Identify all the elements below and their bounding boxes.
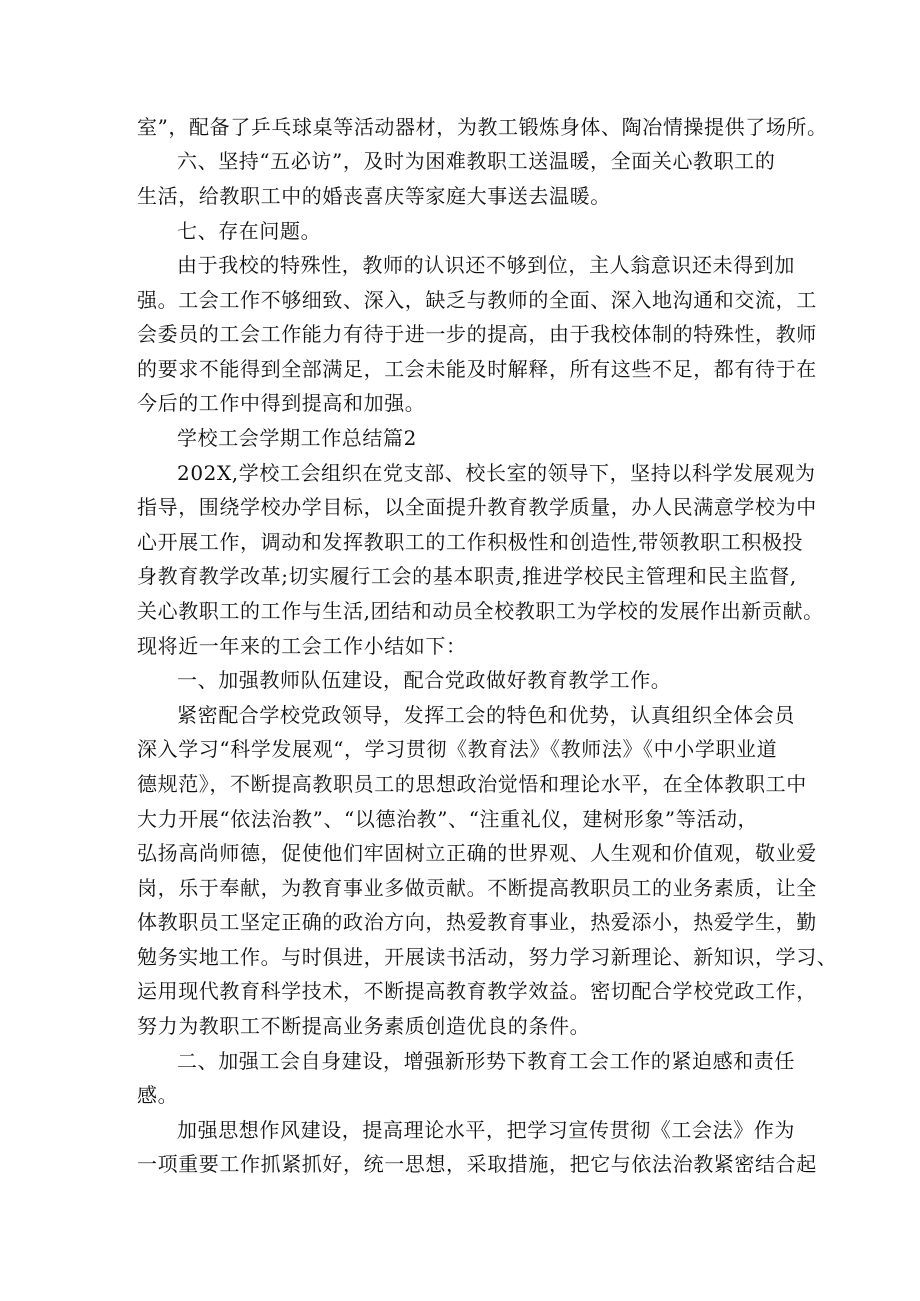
text-line: 努力为教职工不断提高业务素质创造优良的条件。: [137, 1014, 591, 1038]
text-line: 指导，围绕学校办学目标，以全面提升教育教学质量，办人民满意学校为中: [137, 495, 817, 519]
text-line: 会委员的工会工作能力有待于进一步的提高，由于我校体制的特殊性，教师: [137, 322, 817, 346]
text-line: 的要求不能得到全部满足，工会未能及时解释，所有这些不足，都有待于在: [137, 357, 817, 381]
text-line: 身教育教学改革;切实履行工会的基本职责,推进学校民主管理和民主监督,: [137, 564, 797, 588]
text-line: 由于我校的特殊性，教师的认识还不够到位，主人翁意识还未得到加: [177, 253, 795, 277]
text-line: 大力开展“依法治教”、“以德治教”、“注重礼仪，建树形象”等活动，: [137, 807, 759, 831]
text-line: 德规范》，不断提高教职员工的思想政治觉悟和理论水平，在全体教职工中: [137, 772, 807, 796]
section-heading: 七、存在问题。: [177, 219, 322, 243]
section-heading: 一、加强教师队伍建设，配合党政做好教育教学工作。: [177, 668, 672, 692]
text-line: 深入学习“科学发展观“，学习贯彻《教育法》《教师法》《中小学职业道: [137, 737, 778, 761]
text-line: 运用现代教育科学技术，不断提高教育教学效益。密切配合学校党政工作，: [137, 979, 817, 1003]
text-line: 勉务实地工作。与时俱进，开展读书活动，努力学习新理论、新知识，学习、: [137, 945, 838, 969]
text-line: 体教职员工坚定正确的政治方向，热爱教育事业，热爱添小，热爱学生，勤: [137, 910, 817, 934]
text-line: 岗，乐于奉献，为教育事业多做贡献。不断提高教职员工的业务素质，让全: [137, 876, 817, 900]
text-line: 六、坚持“五必访”，及时为困难教职工送温暖，全面关心教职工的: [177, 149, 776, 173]
text-line: 202X,学校工会组织在党支部、校长室的领导下，坚持以科学发展观为: [177, 461, 816, 485]
text-line: 心开展工作，调动和发挥教职工的工作积极性和创造性,带领教职工积极投: [137, 530, 804, 554]
text-line: 生活，给教职工中的婚丧喜庆等家庭大事送去温暖。: [137, 184, 611, 208]
text-line: 强。工会工作不够细致、深入，缺乏与教师的全面、深入地沟通和交流，工: [137, 288, 817, 312]
section-heading: 二、加强工会自身建设，增强新形势下教育工会工作的紧迫感和责任: [177, 1049, 795, 1073]
text-line: 弘扬高尚师德，促使他们牢固树立正确的世界观、人生观和价值观，敬业爱: [137, 841, 817, 865]
text-line: 感。: [137, 1083, 179, 1107]
text-line: 紧密配合学校党政领导，发挥工会的特色和优势，认真组织全体会员: [177, 703, 795, 727]
text-line: 今后的工作中得到提高和加强。: [137, 391, 426, 415]
text-line: 现将近一年来的工会工作小结如下：: [137, 634, 467, 658]
text-line: 室”，配备了乒乓球桌等活动器材，为教工锻炼身体、陶冶情操提供了场所。: [137, 115, 828, 139]
article-title: 学校工会学期工作总结篇2: [177, 426, 417, 450]
text-line: 关心教职工的工作与生活,团结和动员全校教职工为学校的发展作出新贡献。: [137, 599, 824, 623]
text-line: 加强思想作风建设，提高理论水平，把学习宣传贯彻《工会法》作为: [177, 1118, 795, 1142]
text-line: 一项重要工作抓紧抓好，统一思想，采取措施，把它与依法治教紧密结合起: [137, 1152, 817, 1176]
